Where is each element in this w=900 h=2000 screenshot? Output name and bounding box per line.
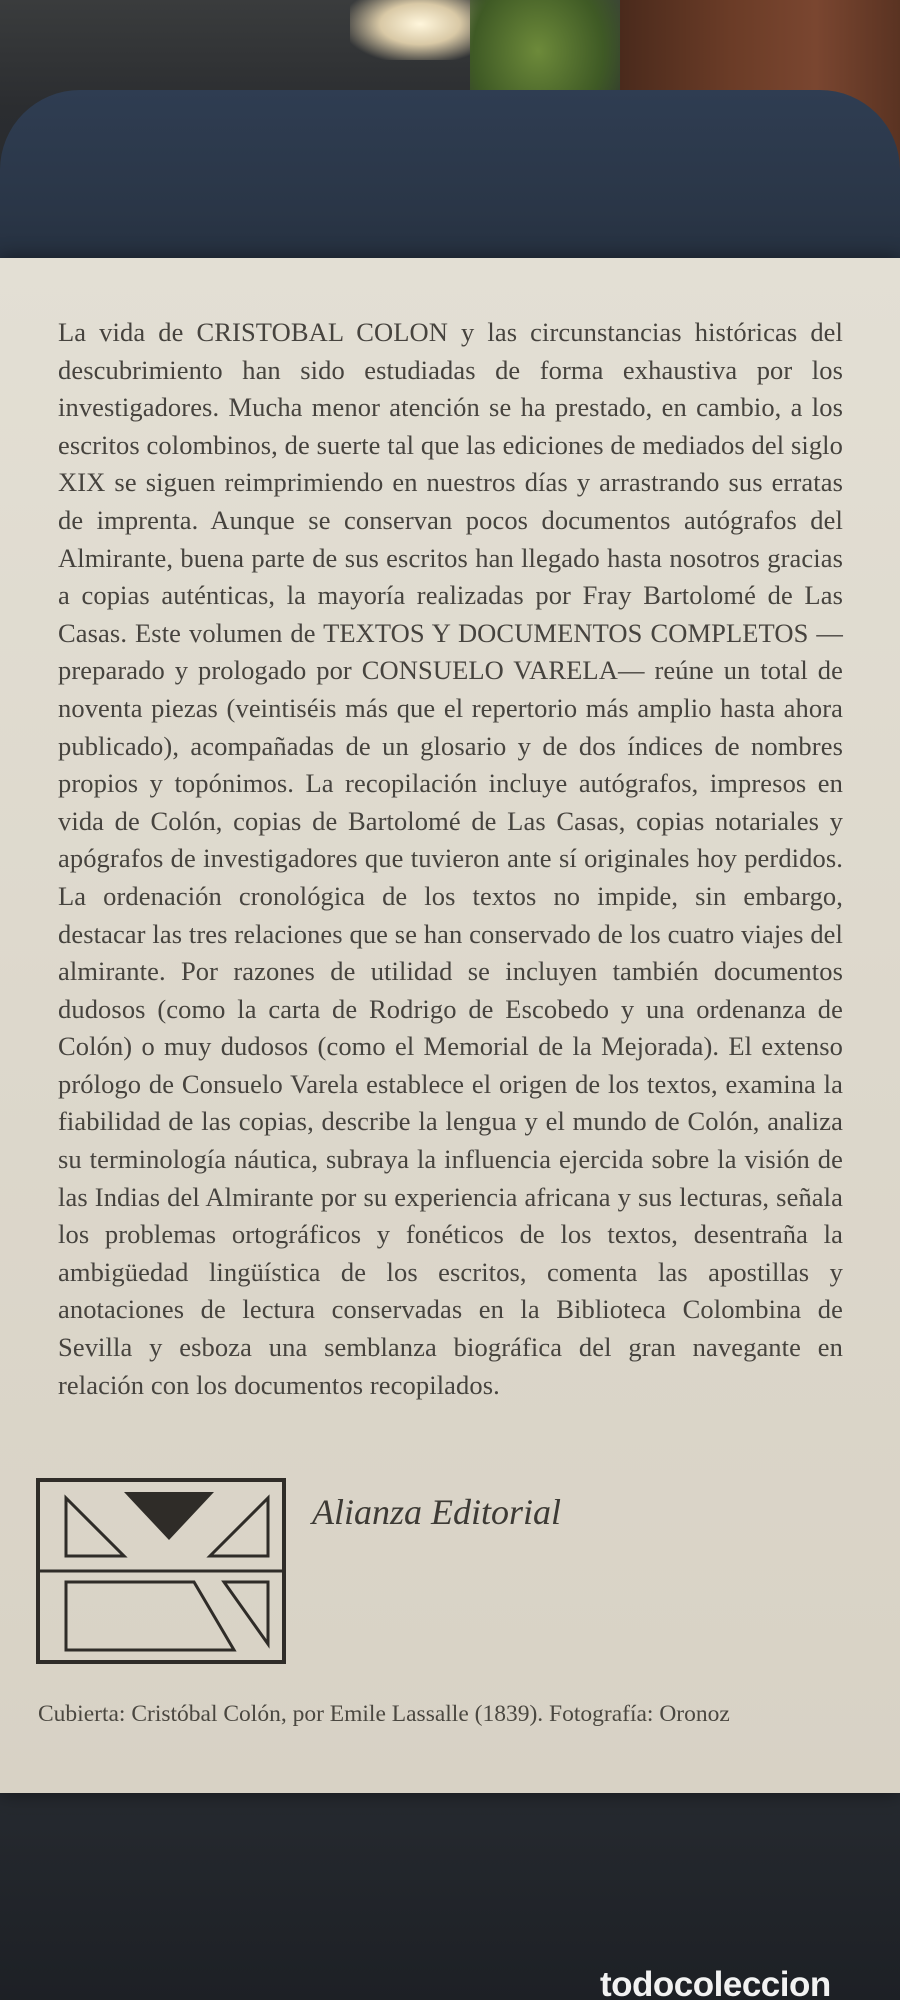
book-back-cover <box>0 258 900 1793</box>
background-light <box>350 0 490 60</box>
publisher-name: Alianza Editorial <box>312 1492 562 1532</box>
alianza-editorial-logo-icon <box>36 1478 286 1664</box>
watermark-text: todocoleccion <box>600 1965 831 2000</box>
back-cover-blurb: La vida de CRISTOBAL COLON y las circunstancias históricas del descubrimiento han sido estudiadas de forma exhaustiva por los investigadores. Mucha menor atención se ha prestado, en cambio, a los escritos colombinos, de suerte tal que las ediciones de mediados del siglo XIX se siguen reimprimiendo en nuestros días y arrastrando sus erratas de imprenta. Aunque se conservan pocos documentos autógrafos del Almirante, buena parte de sus escritos han llegado hasta nosotros gracias a copias auténticas, la mayoría realizadas por Fray Bartolomé de Las Casas. Este volumen de TEXTOS Y DOCUMENTOS COMPLETOS —preparado y prologado por CONSUELO VARELA— reúne un total de noventa piezas (veintiséis más que el repertorio más amplio hasta ahora publicado), acompañadas de un glosario y de dos índices de nombres propios y topónimos. La recopilación incluye autógrafos, impresos en vida de Colón, copias de Bartolomé de Las Casas, copias notariales y apógrafos de investigadores que tuvieron ante sí originales hoy perdidos. La ordenación cronológica de los textos no impide, sin embargo, destacar las tres relaciones que se han conservado de los cuatro viajes del almirante. Por razones de utilidad se incluyen también documentos dudosos (como la carta de Rodrigo de Escobedo y una ordenanza de Colón) o muy dudosos (como el Memorial de la Mejorada). El extenso prólogo de Consuelo Varela establece el origen de los textos, examina la fiabilidad de las copias, describe la lengua y el mundo de Colón, analiza su terminología náutica, subraya la influencia ejercida sobre la visión de las Indias del Almirante por su experiencia africana y sus lecturas, señala los problemas ortográficos y fonéticos de los textos, desentraña la ambigüedad lingüística de los escritos, comenta las apostillas y anotaciones de lectura conservadas en la Biblioteca Colombina de Sevilla y esboza una semblanza biográfica del gran navegante en relación con los documentos recopilados. <box>58 317 843 1400</box>
cover-credit-caption: Cubierta: Cristóbal Colón, por Emile Lassalle (1839). Fotografía: Oronoz <box>38 1701 730 1727</box>
